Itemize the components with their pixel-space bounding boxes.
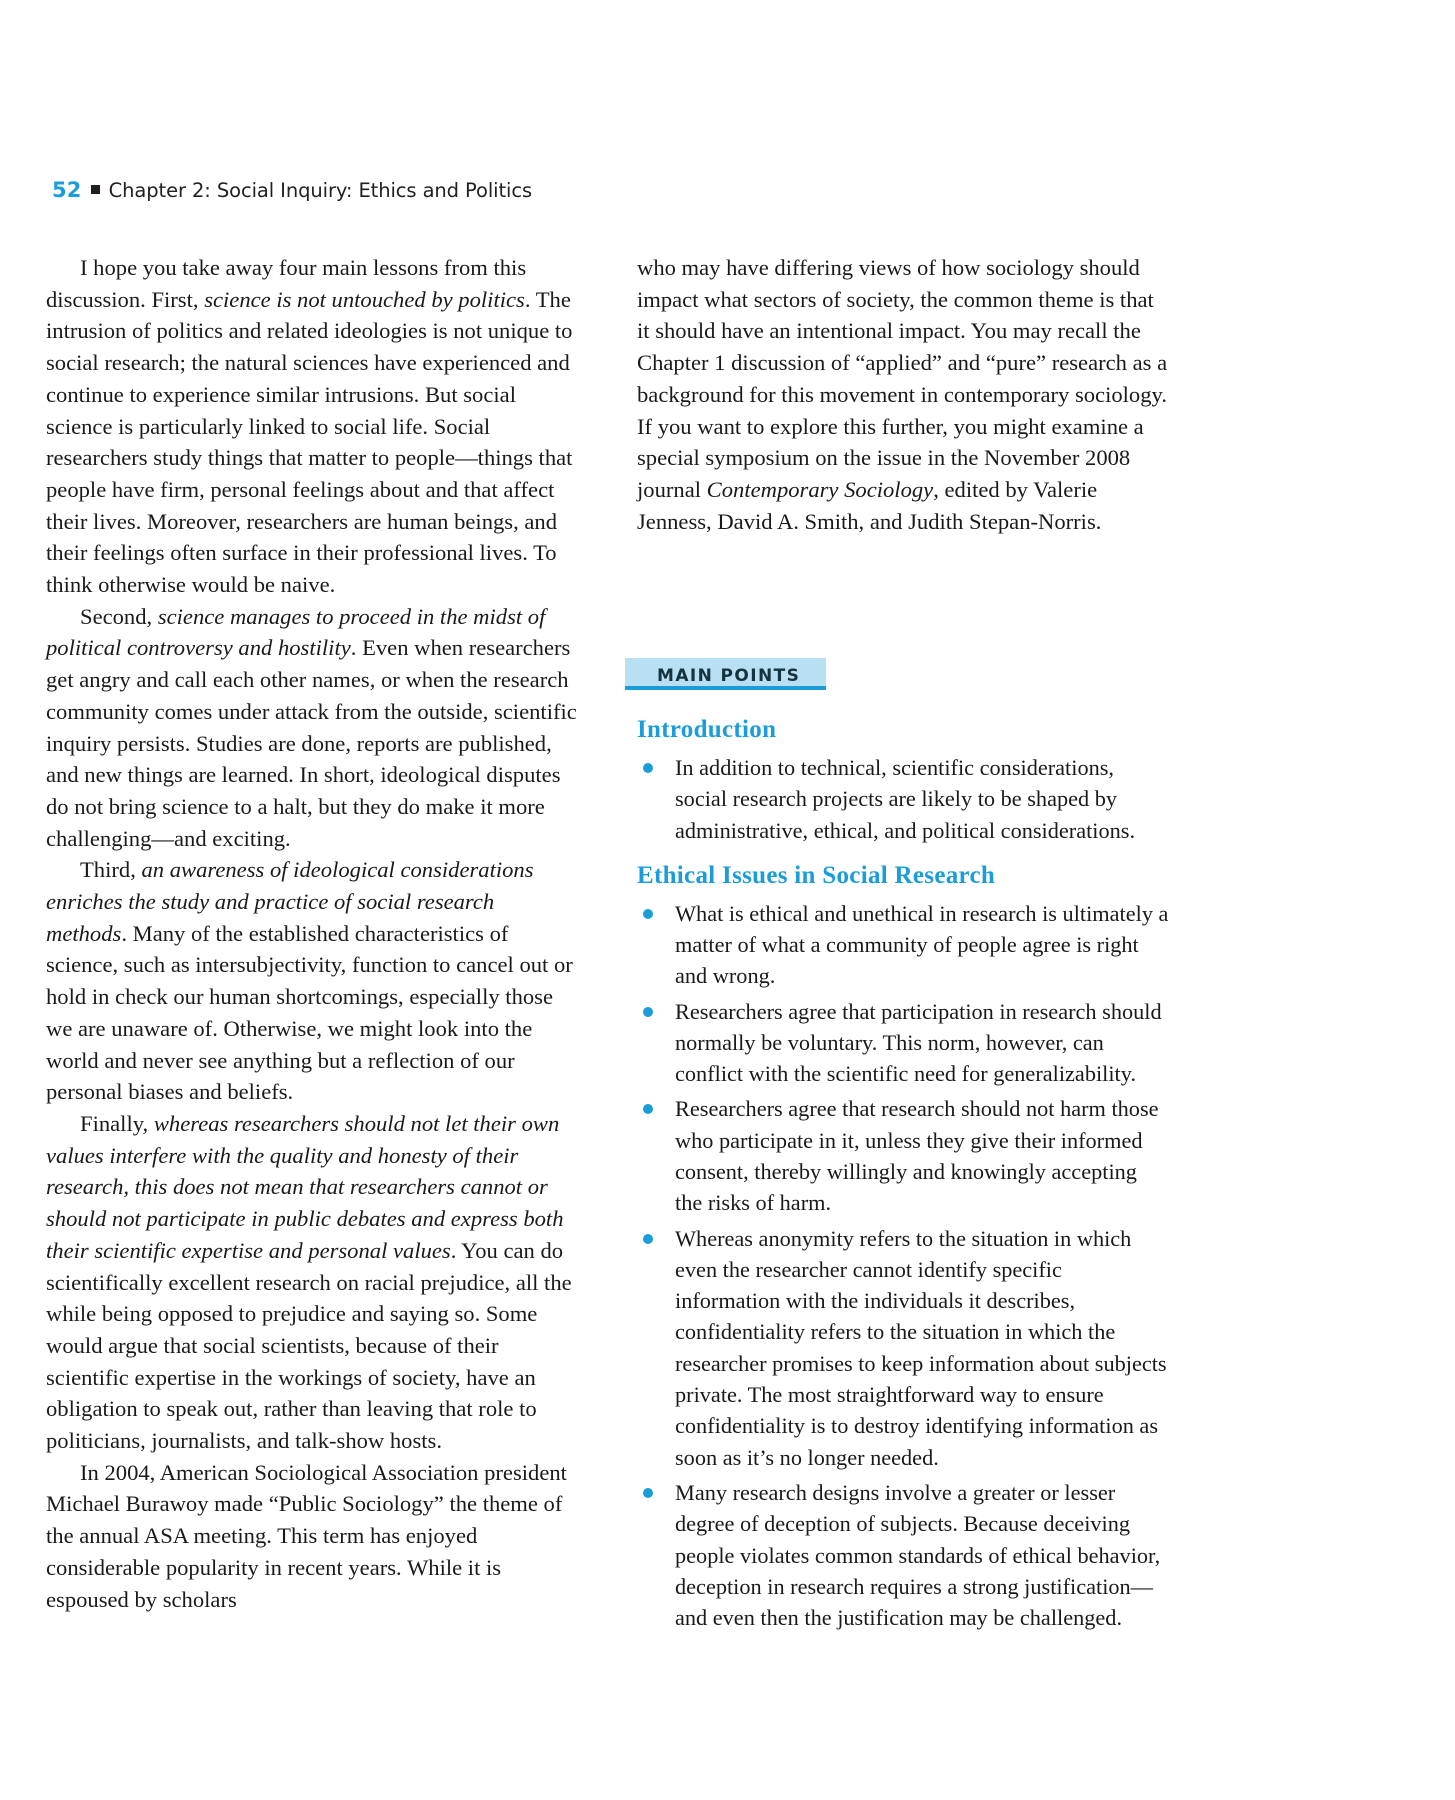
chapter-title: Chapter 2: Social Inquiry: Ethics and Politics — [108, 179, 533, 202]
paragraph: Finally, whereas researchers should not let their own values interfere with the quality and honesty of their research, this does not mean that researchers cannot or should not participate in public debates and express both their scientific expertise and personal values. You can do scientifically excellent research on racial prejudice, all the while being opposed to prejudice and saying so. Some would argue that social scientists, because of their scientific expertise in the workings of society, have an obligation to speak out, rather than leaving that role to politicians, journalists, and talk-show hosts. — [46, 1110, 572, 1454]
running-head — [52, 178, 532, 202]
main-points-section-heading: Ethical Issues in Social Research — [637, 861, 996, 889]
paragraph: Second, science manages to proceed in the midst of political controversy and hostility. Even when researchers get angry and call each other names, or when the research community comes under attack from the outside, scientific inquiry persists. Studies are done, reports are published, and new things are learned. In short, ideological disputes do not bring science to a halt, but they do make it more challenging—and exciting. — [46, 603, 577, 851]
page-number: 52 — [52, 178, 82, 202]
main-points-label: MAIN POINTS — [657, 666, 801, 687]
list-item — [637, 1477, 1169, 1633]
paragraph: who may have differing views of how sociology should impact what sectors of society, the common theme is that it should have an intentional impact. You may recall the Chapter 1 discussion of “applied” and “pure” research as a background for this movement in contemporary sociology. If you want to explore this further, you might examine a special symposium on the issue in the November 2008 journal Contemporary Sociology, edited by Valerie Jenness, David A. Smith, and Judith Stepan-Norris. — [637, 255, 1168, 534]
bullet-icon — [643, 909, 653, 919]
paragraph: Third, an awareness of ideological considerations enriches the study and practice of social research methods. Many of the established characteristics of science, such as intersubjectivity, function to cancel out or hold in check our human shortcomings, especially those we are unaware of. Otherwise, we might look into the world and never see anything but a reflection of our personal biases and beliefs. — [46, 857, 573, 1105]
body-column-right — [637, 252, 1169, 1637]
paragraph: In 2004, American Sociological Association president Michael Burawoy made “Public Sociology” the theme of the annual ASA meeting. This term has enjoyed considerable popularity in recent years. While it is espoused by scholars — [46, 1459, 567, 1612]
list-item — [637, 1223, 1169, 1473]
list-item-text: Many research designs involve a greater or lesser degree of deception of subjects. Because deceiving people violates common standards of ethical behavior, deception in research requires a strong justification—and even then the justification may be challenged. — [675, 1479, 1161, 1631]
list-item-text: What is ethical and unethical in research is ultimately a matter of what a community of people agree is right and wrong. — [675, 900, 1169, 989]
bullet-icon — [643, 1488, 653, 1498]
list-item-text: Researchers agree that research should not harm those who participate in it, unless they give their informed consent, thereby willingly and knowingly accepting the risks of harm. — [675, 1096, 1159, 1216]
bullet-icon — [643, 1104, 653, 1114]
list-item — [637, 1093, 1169, 1218]
square-bullet-icon — [91, 185, 100, 194]
list-item-text: Researchers agree that participation in research should normally be voluntary. This norm, however, can conflict with the scientific need for generalizability. — [675, 998, 1162, 1087]
main-points-list — [637, 898, 1169, 1634]
list-item — [637, 996, 1169, 1090]
main-points-section-heading: Introduction — [637, 716, 777, 744]
main-points-banner — [637, 658, 1169, 692]
list-item-text: Whereas anonymity refers to the situation in which even the researcher cannot identify specific information with the individuals it describes, confidentiality refers to the situation in which the researcher promises to keep information about subjects private. The most straightforward way to ensure confidentiality is to destroy identifying information as soon as it’s no longer needed. — [675, 1225, 1167, 1470]
paragraph: I hope you take away four main lessons from this discussion. First, science is not untouched by politics. The intrusion of politics and related ideologies is not unique to social research; the natural sciences have experienced and continue to experience similar intrusions. But social science is particularly linked to social life. Social researchers study things that matter to people—things that people have firm, personal feelings about and that affect their lives. Moreover, researchers are human beings, and their feelings often surface in their professional lives. To think otherwise would be naive. — [46, 255, 573, 598]
bullet-icon — [643, 1234, 653, 1244]
body-column-left — [46, 252, 578, 1615]
bullet-icon — [643, 763, 653, 773]
main-points-list — [637, 752, 1169, 846]
bullet-icon — [643, 1007, 653, 1017]
list-item — [637, 898, 1169, 992]
list-item-text: In addition to technical, scientific considerations, social research projects are likely to be shaped by administrative, ethical, and political considerations. — [675, 755, 1136, 843]
list-item — [637, 752, 1169, 846]
